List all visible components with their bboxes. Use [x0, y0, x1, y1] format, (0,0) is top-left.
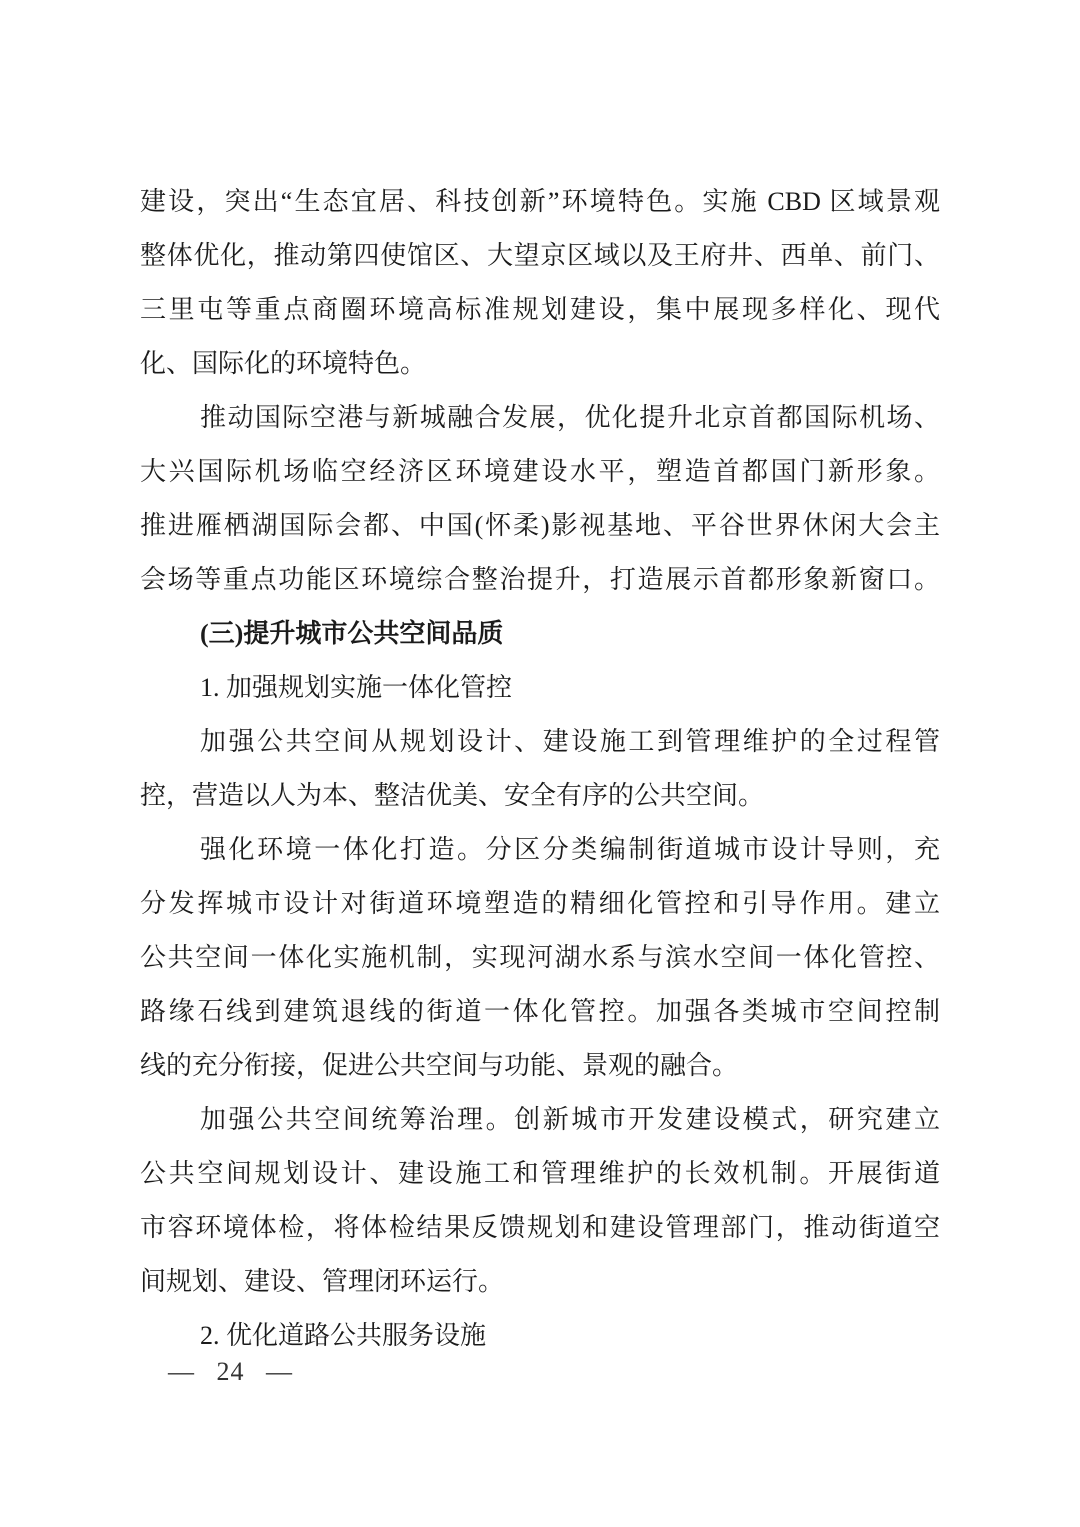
page-number: — 24 —: [168, 1357, 293, 1386]
text-line: 推动国际空港与新城融合发展，优化提升北京首都国际机场、: [200, 403, 940, 432]
text-line: 三里屯等重点商圈环境高标准规划建设，集中展现多样化、现代: [140, 295, 940, 324]
text-line: 推进雁栖湖国际会都、中国(怀柔)影视基地、平谷世界休闲大会主: [140, 511, 940, 540]
text-line: 间规划、建设、管理闭环运行。: [140, 1267, 505, 1296]
text-line: 加强公共空间统筹治理。创新城市开发建设模式，研究建立: [200, 1105, 940, 1134]
text-line: 控，营造以人为本、整洁优美、安全有序的公共空间。: [140, 781, 765, 810]
text-line: 建设，突出“生态宜居、科技创新”环境特色。实施 CBD 区域景观: [140, 187, 940, 216]
text-line: 公共空间一体化实施机制，实现河湖水系与滨水空间一体化管控、: [140, 943, 940, 972]
section-heading: (三)提升城市公共空间品质: [200, 619, 504, 648]
text-line: 强化环境一体化打造。分区分类编制街道城市设计导则，充: [200, 835, 940, 864]
subsection-heading: 1. 加强规划实施一体化管控: [200, 673, 513, 702]
text-line: 会场等重点功能区环境综合整治提升，打造展示首都形象新窗口。: [140, 565, 940, 594]
text-line: 分发挥城市设计对街道环境塑造的精细化管控和引导作用。建立: [140, 889, 940, 918]
text-line: 加强公共空间从规划设计、建设施工到管理维护的全过程管: [200, 727, 940, 756]
text-line: 路缘石线到建筑退线的街道一体化管控。加强各类城市空间控制: [140, 997, 940, 1026]
subsection-heading: 2. 优化道路公共服务设施: [200, 1321, 487, 1350]
text-line: 线的充分衔接，促进公共空间与功能、景观的融合。: [140, 1051, 739, 1080]
text-line: 化、国际化的环境特色。: [140, 349, 427, 378]
text-line: 市容环境体检，将体检结果反馈规划和建设管理部门，推动街道空: [140, 1213, 940, 1242]
text-line: 公共空间规划设计、建设施工和管理维护的长效机制。开展街道: [140, 1159, 940, 1188]
document-body: [140, 175, 940, 1363]
text-line: 整体优化，推动第四使馆区、大望京区域以及王府井、西单、前门、: [140, 241, 940, 270]
text-line: 大兴国际机场临空经济区环境建设水平，塑造首都国门新形象。: [140, 457, 940, 486]
